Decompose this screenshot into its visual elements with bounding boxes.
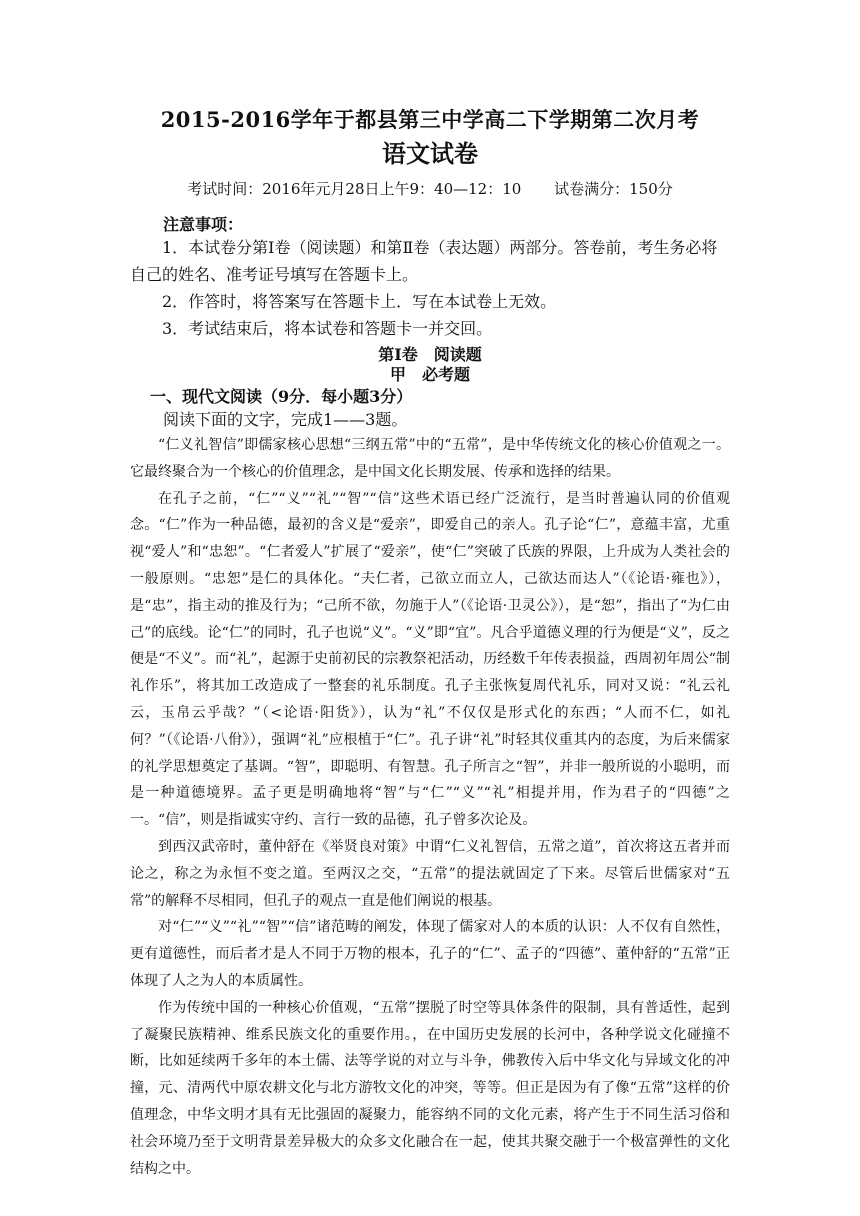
notes-heading: 注意事项：: [163, 215, 244, 234]
note-item: 3．考试结束后，将本试卷和答题卡一并交回。: [162, 319, 493, 338]
full-score: 试卷满分：150分: [554, 180, 673, 198]
part-title: 第Ⅰ卷 阅读题: [378, 345, 482, 364]
article-paragraph: “仁义礼智信”即儒家核心思想“三纲五常”中的“五常”，是中华传统文化的核心价值观之一。它最终聚合为一个核心的价值理念，是中国文化长期发展、传承和选择的结果。: [130, 437, 730, 480]
exam-time: 考试时间：2016年元月28日上午9：40—12：10: [187, 180, 522, 198]
exam-subtitle: 语文试卷: [382, 139, 478, 168]
note-item: 1．本试卷分第Ⅰ卷（阅读题）和第Ⅱ卷（表达题）两部分。答卷前，考生务必将自己的姓名、准考证号填写在答题卡上。: [130, 238, 718, 284]
article-paragraph: 到西汉武帝时，董仲舒在《举贤良对策》中谓“仁义礼智信，五常之道”，首次将这五者并而论之，称之为永恒不变之道。至两汉之交，“五常”的提法就固定了下来。尽管后世儒家对“五常”的解释不尽相同，但孔子的观点一直是他们阐说的根基。: [130, 838, 730, 909]
exam-title: 2015-2016学年于都县第三中学高二下学期第二次月考: [160, 107, 700, 132]
section-instruction: 阅读下面的文字，完成1——3题。: [163, 410, 408, 429]
note-item: 2．作答时，将答案写在答题卡上．写在本试卷上无效。: [162, 292, 557, 311]
article-paragraph: 作为传统中国的一种核心价值观，“五常”摆脱了时空等具体条件的限制，具有普适性，起到了凝聚民族精神、维系民族文化的重要作用。，在中国历史发展的长河中，各种学说文化碰撞不断，比如延续两千多年的本土儒、法等学说的对立与斗争，佛教传入后中华文化与异域文化的冲撞，元、清两代中原农耕文化与北方游牧文化的冲突，等等。但正是因为有了像“五常”这样的价值理念，中华文明才具有无比强固的凝聚力，能容纳不同的文化元素，将产生于不同生活习俗和社会环境乃至于文明背景差异极大的众多文化融合在一起，使其共聚交融于一个极富弹性的文化结构之中。: [130, 999, 730, 1177]
exam-info: [0, 178, 860, 199]
article-paragraph: 对“仁”“义”“礼”“智”“信”诸范畴的阐发，体现了儒家对人的本质的认识：人不仅有自然性，更有道德性，而后者才是人不同于万物的根本，孔子的“仁”、孟子的“四德”、董仲舒的“五常”正体现了人之为人的本质属性。: [130, 919, 730, 989]
reading-article: [130, 432, 730, 1182]
section-heading: 一、现代文阅读（9分．每小题3分）: [150, 387, 413, 406]
part-subtitle: 甲 必考题: [389, 365, 470, 384]
article-paragraph: 在孔子之前，“仁”“义”“礼”“智”“信”这些术语已经广泛流行，是当时普遍认同的价值观念。“仁”作为一种品德，最初的含义是“爱亲”，即爱自己的亲人。孔子论“仁”，意蕴丰富，尤重视“爱人”和“忠恕”。“仁者爱人”扩展了“爱亲”，使“仁”突破了氏族的界限，上升成为人类社会的一般原则。“忠恕”是仁的具体化。“夫仁者，己欲立而立人，己欲达而达人”（《论语·雍也》），是“忠”，指主动的推及行为；“己所不欲，勿施于人”（《论语·卫灵公》），是“恕”，指出了“为仁由己”的底线。论“仁”的同时，孔子也说“义”。“义”即“宜”。凡合乎道德义理的行为便是“义”，反之便是“不义”。而“礼”，起源于史前初民的宗教祭祀活动，历经数千年传表损益，西周初年周公“制礼作乐”，将其加工改造成了一整套的礼乐制度。孔子主张恢复周代礼乐，同对又说：“礼云礼云，玉帛云乎哉？”（<论语·阳货》），认为“礼”不仅仅是形式化的东西；“人而不仁，如礼何？”（《论语·八佾》），强调“礼”应根植于“仁”。孔子讲“礼”时轻其仪重其内的态度，为后来儒家的礼学思想奠定了基调。“智”，即聪明、有智慧。孔子所言之“智”，并非一般所说的小聪明，而是一种道德境界。孟子更是明确地将“智”与“仁”“义”“礼”相提并用，作为君子的“四德”之一。“信”，则是指诚实守约、言行一致的品德，孔子曾多次论及。: [130, 490, 730, 829]
